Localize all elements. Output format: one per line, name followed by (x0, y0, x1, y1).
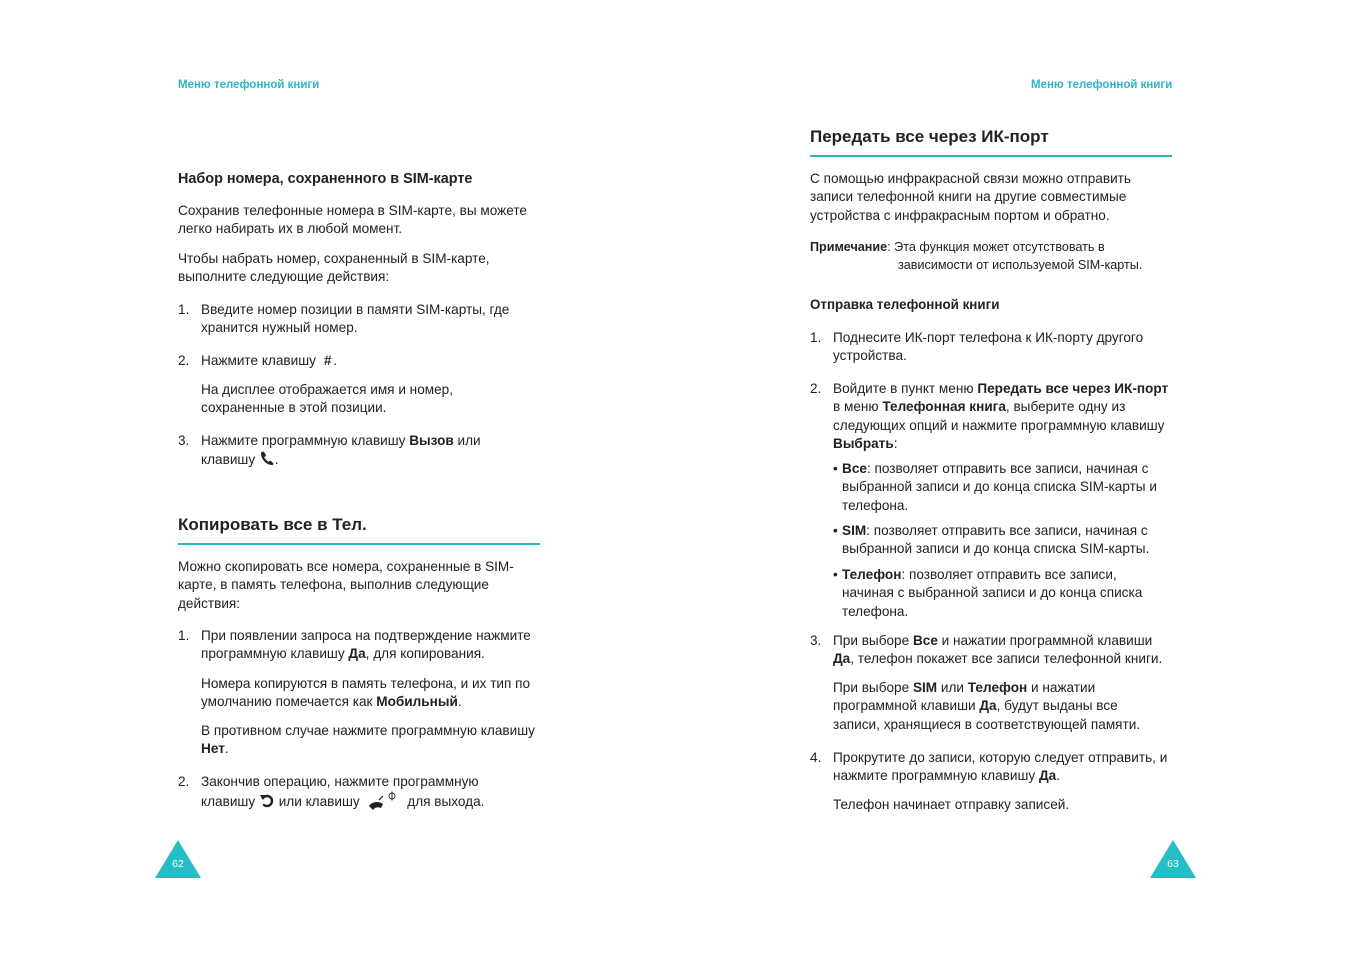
sim-dial-heading: Набор номера, сохраненного в SIM-карте (178, 171, 473, 187)
text-span: . (274, 452, 279, 468)
text-line: На дисплее отображается имя и номер, (201, 382, 453, 397)
text-span: При выборе (833, 633, 913, 648)
text-line: хранится нужный номер. (201, 320, 358, 336)
option-phone (842, 566, 1142, 621)
text-line: Можно скопировать все номера, сохраненные в SIM- (178, 559, 514, 574)
text-line: легко набирать их в любой момент. (178, 221, 403, 237)
text-line: зависимости от используемой SIM-карты. (898, 258, 1143, 273)
send-step-4 (833, 749, 1167, 786)
text-span: в меню (833, 399, 883, 415)
text-line: В противном случае нажмите программную клавишу (201, 723, 535, 738)
text-span: , будут выданы все (996, 698, 1118, 714)
text-line (833, 398, 1168, 416)
ir-note (810, 238, 1142, 275)
text-span: , выберите одну из (1005, 399, 1126, 415)
send-phonebook-heading: Отправка телефонной книги (810, 297, 1000, 312)
copy-all-step-2 (201, 773, 484, 817)
sim-dial-intro (178, 202, 527, 239)
text-line: телефона. (842, 497, 909, 513)
text-line: устройства. (833, 348, 907, 364)
running-header-left: Меню телефонной книги (178, 79, 320, 91)
text-line (201, 791, 484, 816)
ir-transfer-title: Передать все через ИК-порт (810, 127, 1172, 157)
text-span: , для копирования. (365, 646, 485, 662)
text-span: : (893, 436, 898, 452)
text-line: выполните следующие действия: (178, 269, 390, 285)
text-line: карте, в память телефона, выполнив следующие (178, 577, 489, 593)
text-span: Нажмите клавишу (201, 353, 316, 368)
text-line: выбранной записи и до конца списка SIM-карты и (842, 479, 1157, 495)
step-number: 2. (810, 381, 822, 396)
text-line: Чтобы набрать номер, сохраненный в SIM-карте, (178, 251, 490, 266)
text-bold: Телефон (842, 567, 902, 582)
sim-dial-step-3 (201, 432, 481, 472)
text-bold: Выбрать (833, 436, 894, 452)
text-span: . (457, 694, 462, 710)
text-span: . (333, 353, 338, 368)
step-number: 2. (178, 353, 190, 368)
text-span: При выборе (833, 680, 913, 695)
text-line (833, 380, 1168, 398)
bullet-icon: • (833, 523, 838, 538)
text-bold: Телефонная книга (882, 399, 1006, 415)
option-all (842, 460, 1157, 515)
sim-dial-step-2 (201, 352, 337, 370)
step-number: 1. (810, 330, 822, 345)
text-span: Нажмите программную клавишу (201, 433, 410, 448)
send-call-key-icon (259, 450, 275, 471)
text-line (842, 522, 1149, 540)
text-line (201, 450, 481, 471)
option-sim (842, 522, 1149, 559)
text-bold: Да (979, 698, 997, 714)
text-span: и нажатии (1027, 680, 1096, 695)
text-span: : позволяет отправить все записи, начиная с (866, 523, 1148, 538)
text-line: записи, хранящиеся в соответствующей памяти. (833, 716, 1141, 732)
bullet-icon: • (833, 461, 838, 476)
text-bold: SIM (912, 680, 938, 695)
text-line: Номера копируются в память телефона, и их тип по (201, 676, 531, 691)
text-bold: Все (912, 633, 938, 648)
send-step-3 (833, 632, 1162, 669)
text-span: программную клавишу (201, 646, 349, 662)
text-line (833, 435, 1168, 453)
step-number: 4. (810, 750, 822, 765)
text-line: устройства с инфракрасным портом и обратно. (810, 207, 1110, 223)
back-key-icon (259, 792, 275, 813)
left-page (0, 0, 675, 954)
text-bold: Все (842, 461, 867, 476)
text-span: или (937, 680, 968, 695)
send-step-1 (833, 329, 1143, 366)
bullet-icon: • (833, 567, 838, 582)
text-line: Сохранив телефонные номера в SIM-карте, вы можете (178, 203, 527, 218)
text-line (842, 566, 1142, 584)
sim-dial-instructions (178, 250, 490, 287)
ir-intro (810, 170, 1131, 225)
page-number: 63 (1167, 858, 1179, 870)
text-span: клавишу (201, 794, 256, 810)
step-number: 2. (178, 774, 190, 789)
text-span: : Эта функция может отсутствовать в (887, 240, 1105, 254)
text-bold: Мобильный (376, 694, 458, 710)
text-span: и нажатии программной клавиши (937, 633, 1153, 648)
text-span: . (224, 741, 229, 757)
page-number: 62 (172, 858, 184, 870)
text-span: : позволяет отправить все записи, (901, 567, 1117, 582)
sim-dial-step-2-note (201, 381, 453, 418)
step-number: 3. (810, 633, 822, 648)
text-span: нажмите программную клавишу (833, 768, 1039, 784)
send-step-2 (833, 380, 1168, 454)
sim-dial-step-1 (201, 301, 509, 338)
text-span: или клавишу (278, 794, 360, 810)
step-number: 3. (178, 433, 190, 448)
text-bold: Нет (201, 741, 225, 757)
running-header-right: Меню телефонной книги (1031, 79, 1173, 91)
text-line (810, 238, 1142, 256)
text-bold: Да (348, 646, 366, 662)
text-span: программной клавиши (833, 698, 980, 714)
text-line (833, 650, 1162, 668)
note-label: Примечание (810, 240, 888, 254)
right-page (675, 0, 1351, 954)
text-bold: SIM (842, 523, 867, 538)
text-line (201, 693, 530, 711)
text-bold: Да (1038, 768, 1057, 784)
text-bold: Вызов (409, 433, 454, 448)
text-span: , телефон покажет все записи телефонной книги. (850, 651, 1163, 667)
hash-key-icon: # (323, 353, 332, 368)
text-line (842, 460, 1157, 478)
step-number: 1. (178, 302, 190, 317)
text-line: При появлении запроса на подтверждение нажмите (201, 628, 531, 643)
text-line (201, 645, 531, 663)
step-number: 1. (178, 628, 190, 643)
text-bold: Передать все через ИК-порт (977, 381, 1169, 396)
text-line (833, 697, 1140, 715)
send-step-3-note (833, 679, 1140, 734)
copy-all-title: Копировать все в Тел. (178, 515, 540, 545)
text-line: выбранной записи и до конца списка SIM-карты. (842, 541, 1150, 557)
text-line (833, 632, 1162, 650)
text-span: : позволяет отправить все записи, начиная с (866, 461, 1149, 476)
text-line (833, 679, 1140, 697)
text-bold: Да (833, 651, 851, 667)
text-span: Войдите в пункт меню (833, 381, 978, 396)
text-span: для выхода. (407, 794, 485, 810)
text-line: С помощью инфракрасной связи можно отправить (810, 171, 1131, 186)
text-line: начиная с выбранной записи и до конца списка (842, 585, 1143, 601)
text-line (833, 767, 1167, 785)
text-line: Прокрутите до записи, которую следует отправить, и (833, 750, 1168, 765)
text-line: Закончив операцию, нажмите программную (201, 774, 479, 789)
text-line: действия: (178, 595, 241, 611)
text-line (201, 740, 535, 758)
copy-all-step-1 (201, 627, 531, 664)
text-span: или (453, 433, 481, 448)
text-line: телефона. (842, 603, 909, 619)
copy-all-intro (178, 558, 514, 613)
text-span: . (1056, 768, 1060, 784)
text-line: Поднесите ИК-порт телефона к ИК-порту другого (833, 330, 1144, 345)
text-line: записи телефонной книги на другие совместимые (810, 189, 1127, 205)
text-line (201, 432, 481, 450)
end-power-key-icon (367, 791, 399, 816)
text-line: Введите номер позиции в памяти SIM-карты, где (201, 302, 510, 317)
text-bold: Телефон (967, 680, 1028, 695)
text-span: клавишу (201, 452, 256, 468)
text-line: следующих опций и нажмите программную клавишу (833, 417, 1165, 433)
copy-all-note-2 (201, 722, 535, 759)
text-span: умолчанию помечается как (201, 694, 377, 710)
send-step-4-note: Телефон начинает отправку записей. (833, 797, 1070, 812)
text-line: сохраненные в этой позиции. (201, 400, 387, 416)
copy-all-note-1 (201, 675, 530, 712)
